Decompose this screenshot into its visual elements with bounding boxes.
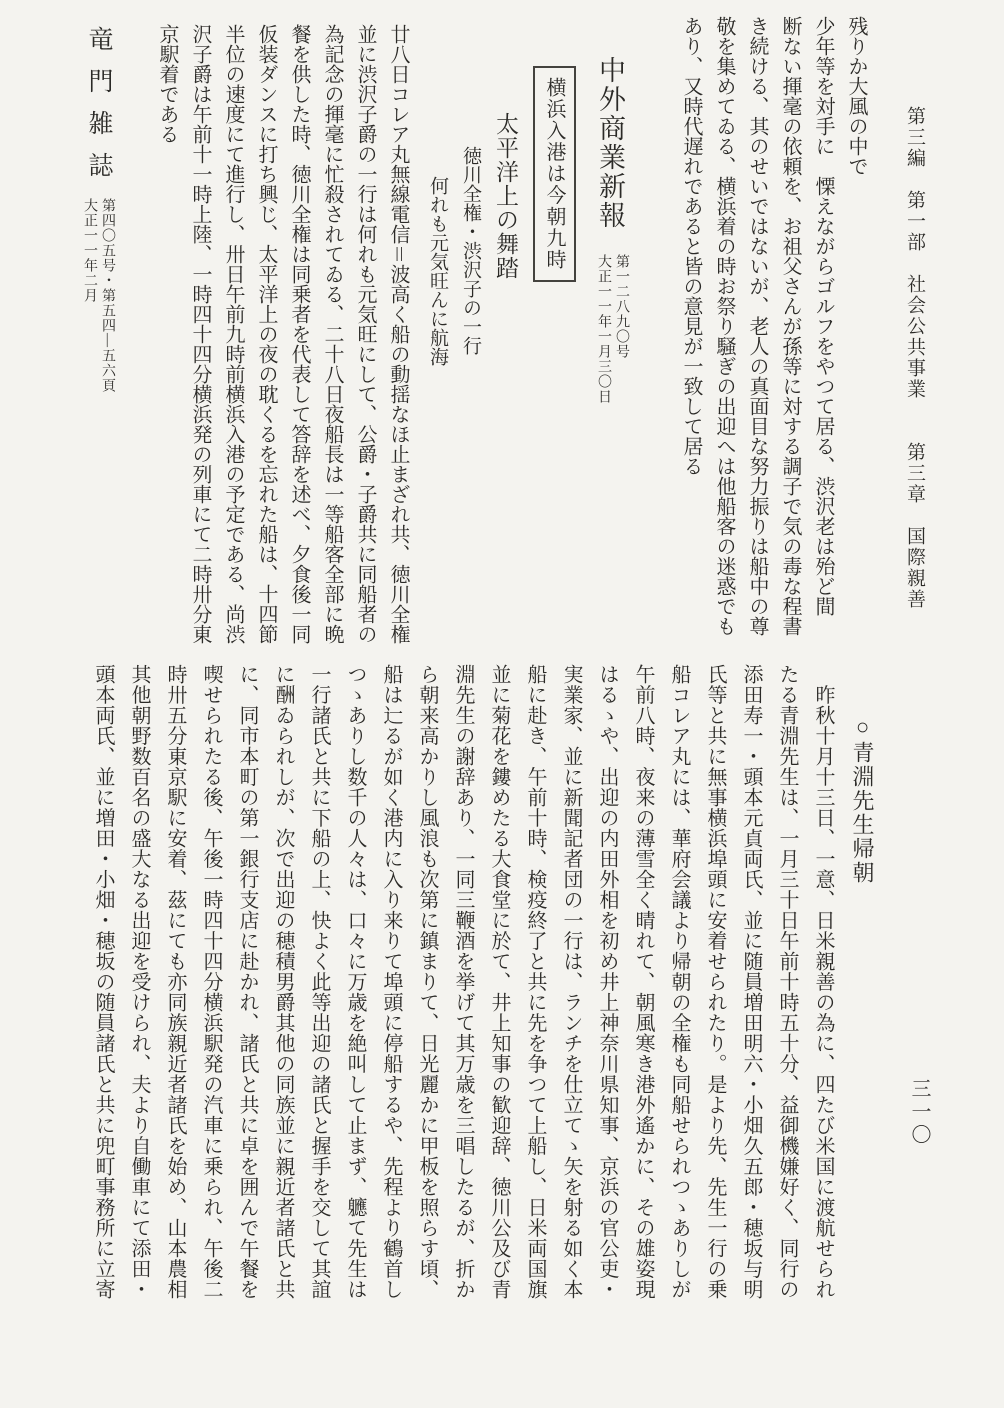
text-column: 仮装ダンスに打ち興じ、太平洋上の夜の耽くるを忘れた船は、十四節 — [255, 24, 277, 644]
text-column: 氏等と共に無事横浜埠頭に安着せられたり。是より先、先生一行の乗 — [704, 664, 726, 1300]
text-column: 並に渋沢子爵の一行は何れも元気旺にして、公爵・子爵共に同船者の — [354, 24, 376, 644]
text-column: 少年等を対手に 慄えながらゴルフをやつて居る、渋沢老は殆ど間 — [812, 16, 834, 616]
text-column: き続ける、其のせいではないが、老人の真面目な努力振りは船中の尊 — [746, 16, 768, 636]
text-column: 餐を供した時、徳川全権は同乗者を代表して答辞を述べ、夕食後一同 — [288, 24, 310, 644]
source-issue-date — [64, 198, 116, 393]
text-column: 一行諸氏と共に下船の上、快よく此等出迎の諸氏と握手を交して其誼 — [308, 664, 330, 1300]
text-column: 船に赴き、午前十時、検疫終了と共に先を争つて上船し、日米両国旗 — [524, 664, 546, 1300]
text-column: 沢子爵は午前十一時上陸、一時四十四分横浜発の列車にて二時卅分東 — [189, 24, 211, 644]
text-column: 昨秋十月十三日、一意、日米親善の為に、四たび米国に渡航せられ — [812, 664, 834, 1300]
text-column: ら朝来高かりし風浪も次第に鎮まりて、日光麗かに甲板を照らす頃、 — [416, 664, 438, 1300]
text-column: 午前八時、夜来の薄雪全く晴れて、朝風寒き港外遙かに、その雄姿現 — [632, 664, 654, 1300]
source-issue-pages: 第四〇五号・第五四―五六頁 — [100, 198, 115, 393]
text-column: 廿八日コレア丸無線電信＝波高く船の動揺なほ止まざれ共、徳川全権 — [387, 24, 409, 644]
text-column: 残りか大風の中で — [845, 16, 867, 176]
text-column: に酬ゐられしが、次で出迎の穂積男爵其他の同族並に親近者諸氏と共 — [272, 664, 294, 1300]
text-column: 時卅五分東京駅に安着、茲にても亦同族親近者諸氏を始め、山本農相 — [164, 664, 186, 1300]
newspaper-date: 大正一一年一月三〇日 — [596, 254, 611, 404]
text-column: 半位の速度にて進行し、卅日午前九時前横浜入港の予定である、尚渋 — [222, 24, 244, 644]
text-column: つゝありし数千の人々は、口々に万歳を絶叫して止まず、軈て先生は — [344, 664, 366, 1300]
text-column: 其他朝野数百名の盛大なる出迎を受けられ、夫より自働車にて添田・ — [128, 664, 150, 1300]
text-column: 並に菊花を鏤めたる大食堂に於て、井上知事の歓迎辞、徳川公及び青 — [488, 664, 510, 1300]
newspaper-issue-date — [590, 254, 630, 404]
text-column: 船コレア丸には、華府会議より帰朝の全権も同船せられつゝありしが — [668, 664, 690, 1300]
source-citation — [64, 26, 116, 393]
newspaper-citation — [590, 56, 630, 404]
newspaper-issue: 第一二八九〇号 — [614, 254, 629, 359]
text-column: 為記念の揮毫に忙殺されてゐる、二十八日夜船長は一等船客全部に晩 — [321, 24, 343, 644]
subhead-sub2: 何れも元気旺んに航海 — [427, 176, 448, 366]
subheadlines — [421, 112, 524, 652]
subhead-main: 太平洋上の舞踏 — [493, 112, 518, 280]
section-heading: ○青淵先生帰朝 — [850, 714, 875, 885]
text-column: 実業家、並に新聞記者団の一行は、ランチを仕立てゝ矢を射る如く本 — [560, 664, 582, 1300]
page-number: 三一〇 — [908, 1078, 930, 1147]
intro-paragraph — [674, 16, 872, 641]
newspaper-title: 中外商業新報 — [595, 56, 625, 230]
text-column: 船は辷るが如く港内に入り来りて埠頭に停船するや、先程より鶴首し — [380, 664, 402, 1300]
text-column: 頭本両氏、並に増田・小畑・穂坂の随員諸氏と共に兜町事務所に立寄 — [92, 664, 114, 1300]
text-column: 喫せられたる後、午後一時四十四分横浜駅発の汽車に乗られ、午後二 — [200, 664, 222, 1300]
source-date: 大正一一年二月 — [82, 198, 97, 303]
chapter-header: 第三編 第一部 社会公共事業 第三章 国際親善 — [904, 106, 925, 610]
text-column: あり、又時代遅れであると皆の意見が一致して居る — [680, 16, 702, 476]
bottom-paragraph — [85, 664, 841, 1364]
text-column: たる青淵先生は、一月三十日午前十時五十分、益御機嫌好く、同行の — [776, 664, 798, 1300]
text-column: 添田寿一・頭本元貞両氏、並に随員増田明六・小畑久五郎・穂坂与明 — [740, 664, 762, 1300]
text-column: 京駅着である — [156, 24, 178, 144]
subhead-sub1: 徳川全権・渋沢子の一行 — [460, 146, 481, 355]
headline-box: 横浜入港は今朝九時 — [533, 66, 576, 282]
text-column: 淵先生の謝辞あり、一同三鞭酒を挙げて其万歳を三唱したるが、折か — [452, 664, 474, 1300]
article-body — [150, 24, 414, 649]
text-column: 断ない揮毫の依頼を、お祖父さんが孫等に対する調子で気の毒な程書 — [779, 16, 801, 636]
source-title: 竜門雑誌 — [85, 26, 112, 194]
text-column: に、同市本町の第一銀行支店に赴かれ、諸氏と共に卓を囲んで午餐を — [236, 664, 258, 1300]
text-column: 敬を集めてゐる、横浜着の時お祭り騒ぎの出迎へは他船客の迷惑でも — [713, 16, 735, 636]
text-column: はるゝや、出迎の内田外相を初め井上神奈川県知事、京浜の官公吏・ — [596, 664, 618, 1300]
